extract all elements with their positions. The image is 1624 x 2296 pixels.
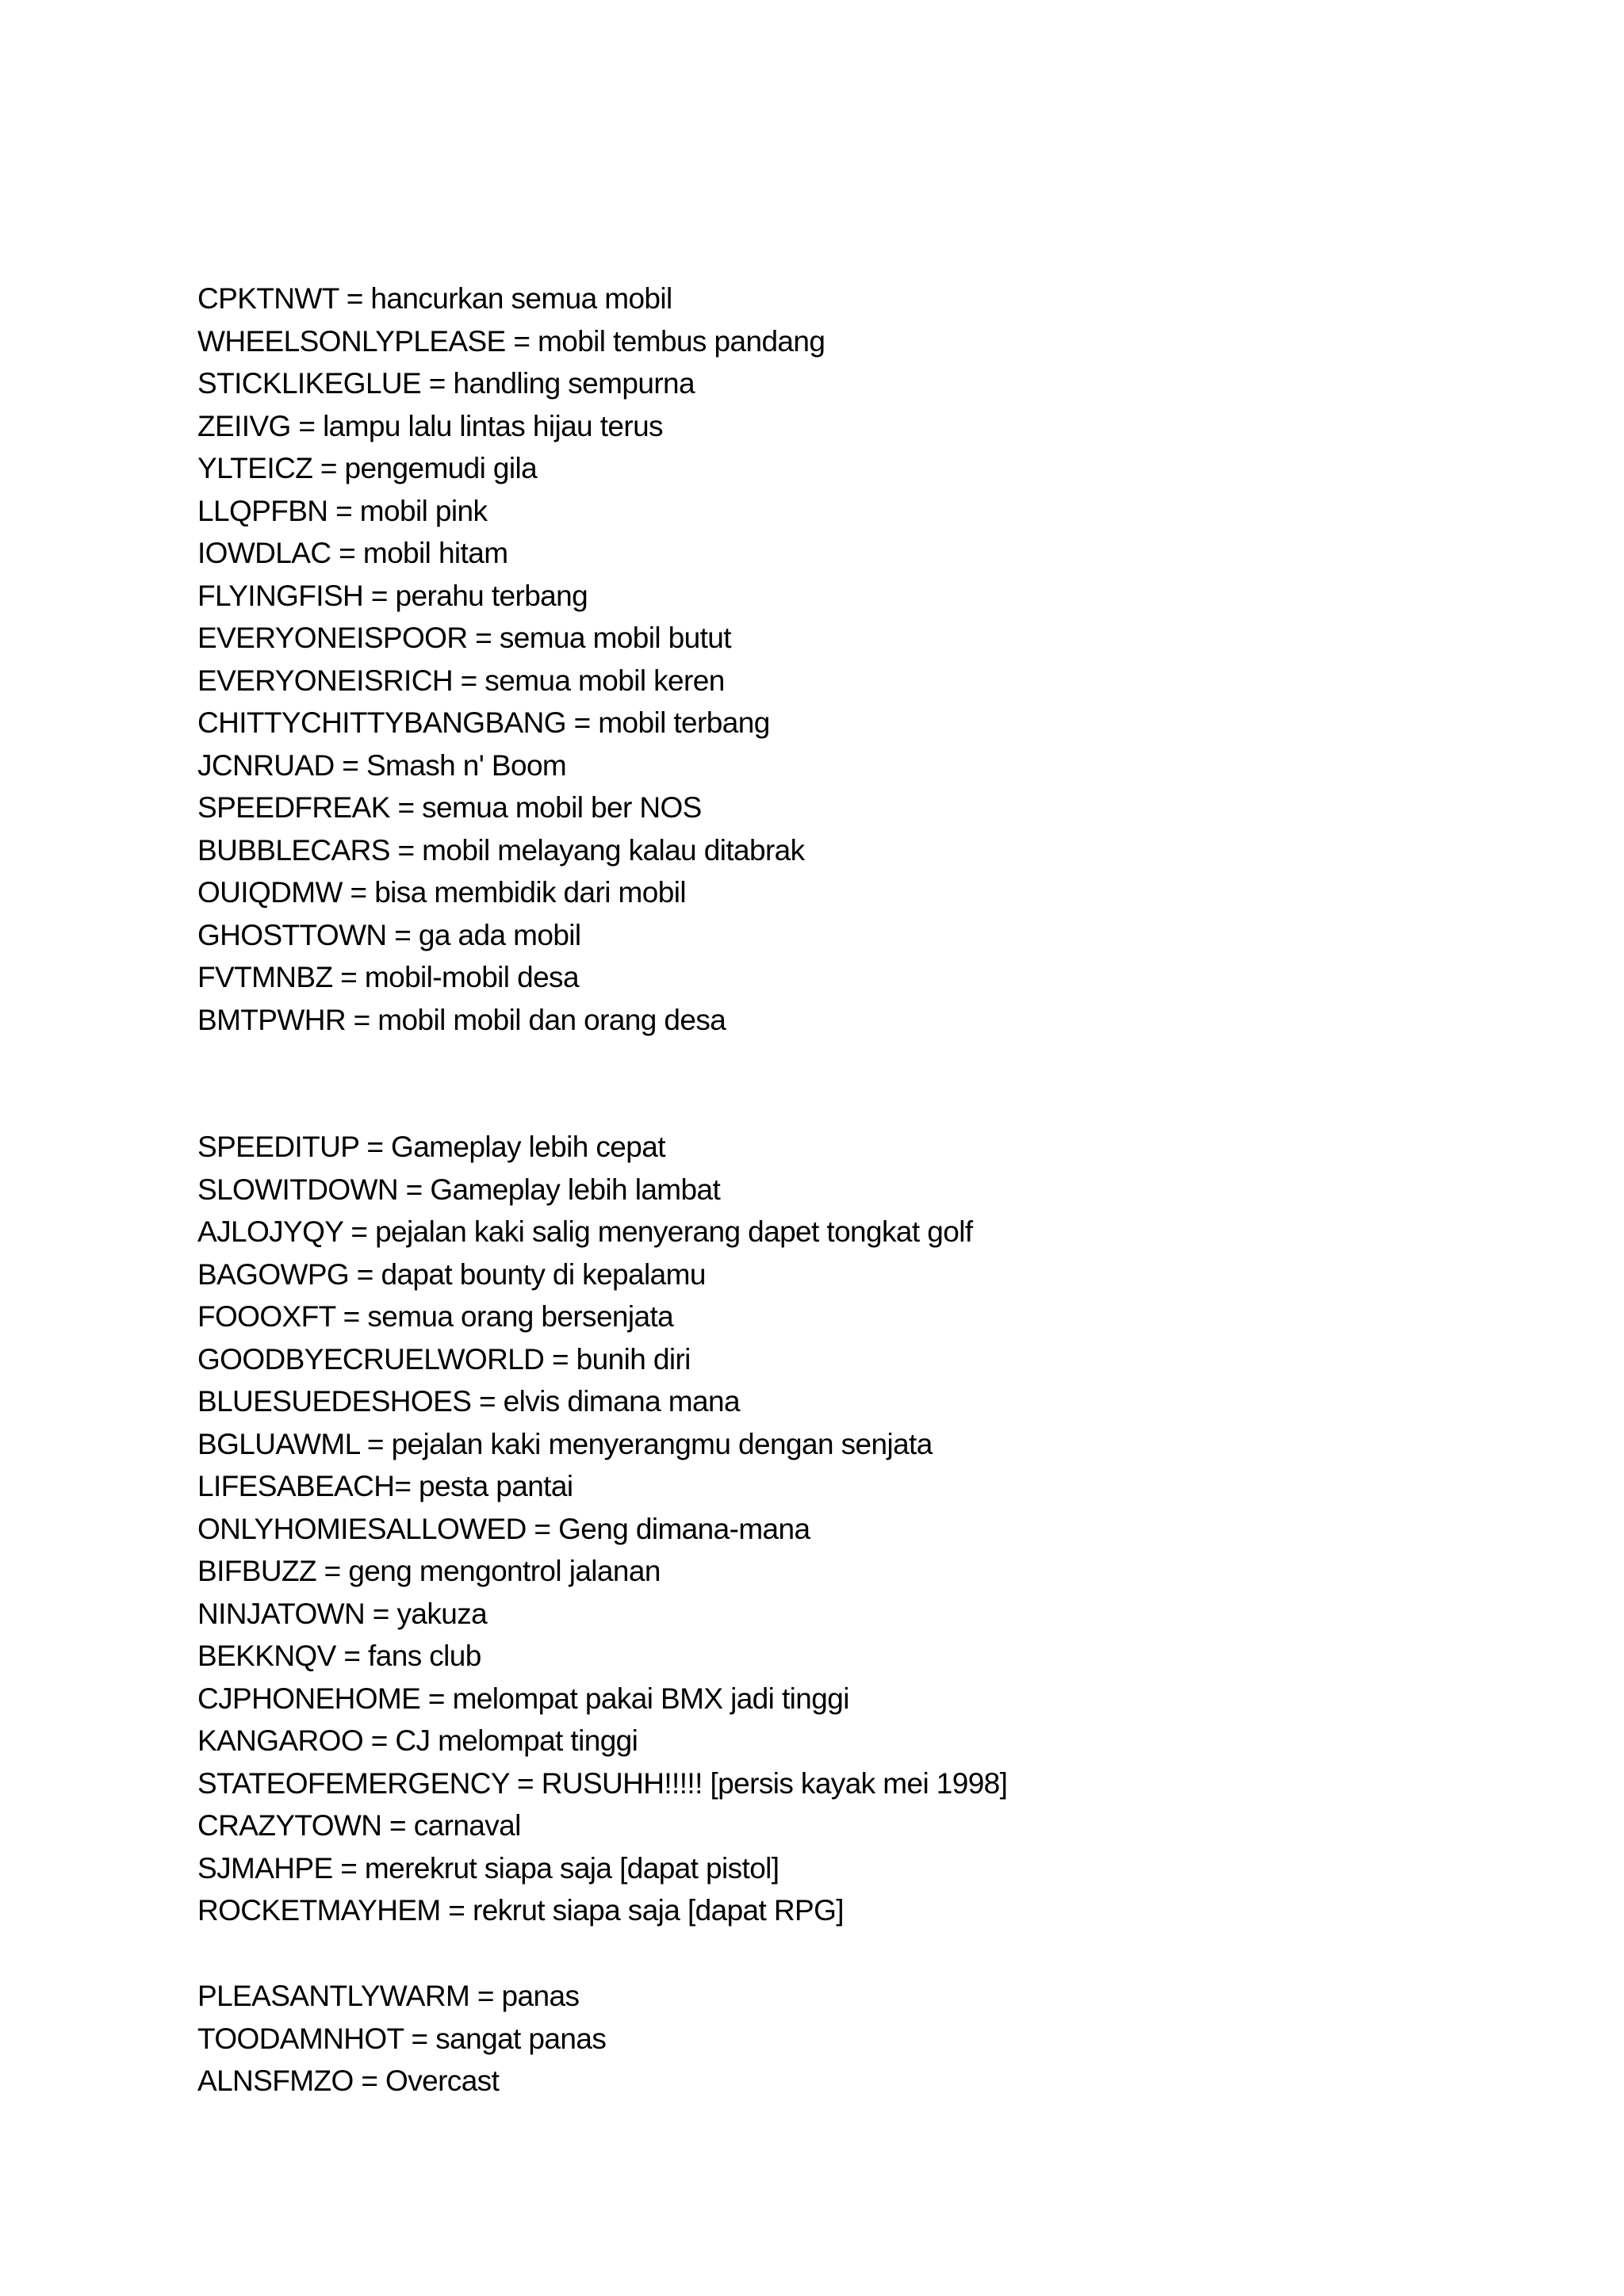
cheat-line: LIFESABEACH= pesta pantai [197, 1470, 573, 1502]
cheat-list-vehicles [197, 277, 825, 1041]
cheat-line: PLEASANTLYWARM = panas [197, 1980, 580, 2012]
cheat-line: CJPHONEHOME = melompat pakai BMX jadi tinggi [197, 1682, 849, 1715]
cheat-list-gameplay [197, 1126, 1007, 1932]
cheat-line: STICKLIKEGLUE = handling sempurna [197, 367, 695, 400]
cheat-line: AJLOJYQY = pejalan kaki salig menyerang dapet tongkat golf [197, 1215, 973, 1248]
cheat-line: ROCKETMAYHEM = rekrut siapa saja [dapat RPG] [197, 1894, 844, 1927]
cheat-line: ZEIIVG = lampu lalu lintas hijau terus [197, 409, 663, 442]
cheat-line: FOOOXFT = semua orang bersenjata [197, 1300, 674, 1333]
cheat-line: JCNRUAD = Smash n' Boom [197, 748, 567, 782]
cheat-line: ONLYHOMIESALLOWED = Geng dimana-mana [197, 1512, 810, 1545]
cheat-line: BEKKNQV = fans club [197, 1640, 481, 1672]
cheat-line: EVERYONEISPOOR = semua mobil butut [197, 622, 731, 654]
cheat-line: BIFBUZZ = geng mengontrol jalanan [197, 1555, 661, 1587]
cheat-line: SLOWITDOWN = Gameplay lebih lambat [197, 1173, 721, 1206]
cheat-line: EVERYONEISRICH = semua mobil keren [197, 664, 725, 697]
cheat-line: KANGAROO = CJ melompat tinggi [197, 1724, 638, 1757]
cheat-line: GOODBYECRUELWORLD = bunih diri [197, 1342, 691, 1376]
cheat-line: SPEEDFREAK = semua mobil ber NOS [197, 791, 702, 824]
cheat-line: YLTEICZ = pengemudi gila [197, 452, 538, 484]
cheat-line: BUBBLECARS = mobil melayang kalau ditabrak [197, 833, 805, 867]
cheat-line: BAGOWPG = dapat bounty di kepalamu [197, 1257, 706, 1291]
cheat-line: SPEEDITUP = Gameplay lebih cepat [197, 1131, 665, 1163]
cheat-line: BGLUAWML = pejalan kaki menyerangmu dengan senjata [197, 1427, 933, 1460]
cheat-line: GHOSTTOWN = ga ada mobil [197, 918, 581, 951]
cheat-line: NINJATOWN = yakuza [197, 1597, 488, 1630]
cheat-list-weather [197, 1975, 606, 2103]
cheat-line: IOWDLAC = mobil hitam [197, 537, 508, 569]
cheat-line: STATEOFEMERGENCY = RUSUHH!!!!! [persis kayak mei 1998] [197, 1766, 1008, 1800]
cheat-line: WHEELSONLYPLEASE = mobil tembus pandang [197, 324, 825, 358]
cheat-line: FVTMNBZ = mobil-mobil desa [197, 961, 579, 993]
cheat-line: FLYINGFISH = perahu terbang [197, 579, 588, 612]
cheat-line: TOODAMNHOT = sangat panas [197, 2022, 607, 2055]
cheat-line: BMTPWHR = mobil mobil dan orang desa [197, 1003, 726, 1036]
cheat-line: OUIQDMW = bisa membidik dari mobil [197, 876, 686, 909]
cheat-line: ALNSFMZO = Overcast [197, 2064, 500, 2097]
cheat-line: SJMAHPE = merekrut siapa saja [dapat pistol] [197, 1851, 779, 1885]
cheat-line: CHITTYCHITTYBANGBANG = mobil terbang [197, 706, 770, 739]
cheat-line: LLQPFBN = mobil pink [197, 494, 488, 527]
cheat-line: BLUESUEDESHOES = elvis dimana mana [197, 1385, 740, 1418]
cheat-line: CPKTNWT = hancurkan semua mobil [197, 282, 672, 315]
cheat-line: CRAZYTOWN = carnaval [197, 1809, 521, 1842]
